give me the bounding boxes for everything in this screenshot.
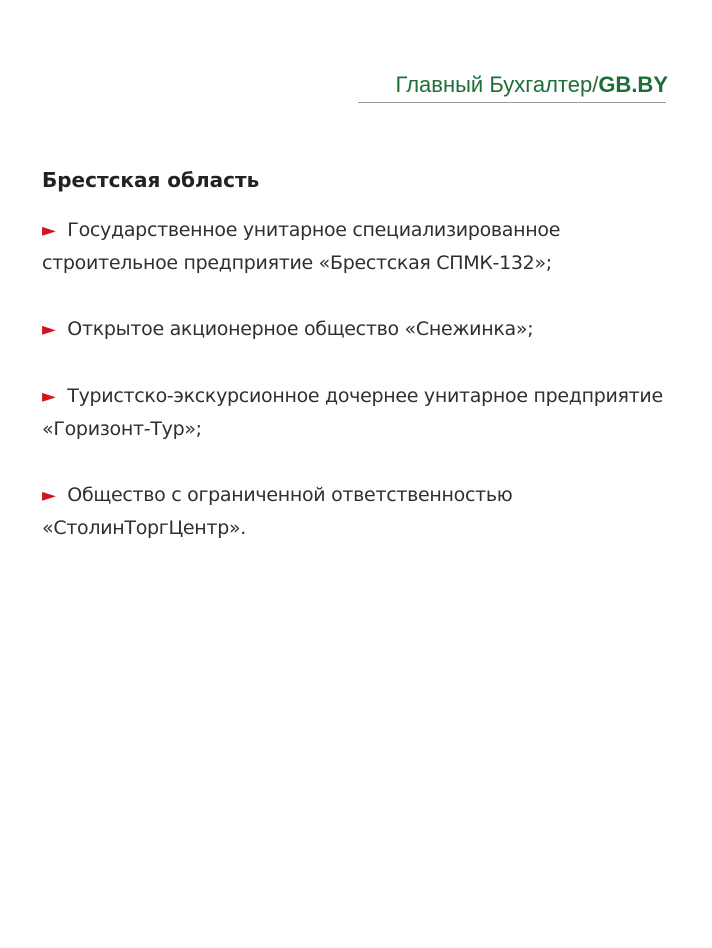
brand-logo bbox=[396, 72, 668, 97]
organization-item bbox=[42, 313, 682, 346]
brand-site: GB.BY bbox=[598, 72, 668, 97]
organization-item bbox=[42, 479, 682, 544]
bullet-arrow-icon: ► bbox=[42, 220, 56, 241]
organization-name: Открытое акционерное общество «Снежинка»; bbox=[67, 318, 534, 340]
header-brand bbox=[396, 70, 668, 100]
organization-name: Государственное унитарное специализированное строительное предприятие «Брестская СПМК-132»; bbox=[42, 219, 561, 274]
bullet-arrow-icon: ► bbox=[42, 386, 56, 407]
organization-name: Общество с ограниченной ответственностью «СтолинТоргЦентр». bbox=[42, 484, 513, 539]
organization-item bbox=[42, 380, 682, 445]
header-divider bbox=[358, 102, 666, 103]
organization-item bbox=[42, 214, 682, 279]
bullet-arrow-icon: ► bbox=[42, 485, 56, 506]
brand-name: Главный Бухгалтер/ bbox=[395, 72, 599, 97]
document-body bbox=[42, 164, 682, 544]
region-title: Брестская область bbox=[42, 168, 260, 192]
bullet-arrow-icon: ► bbox=[42, 319, 56, 340]
organization-name: Туристско-экскурсионное дочернее унитарное предприятие «Горизонт-Тур»; bbox=[42, 385, 663, 440]
